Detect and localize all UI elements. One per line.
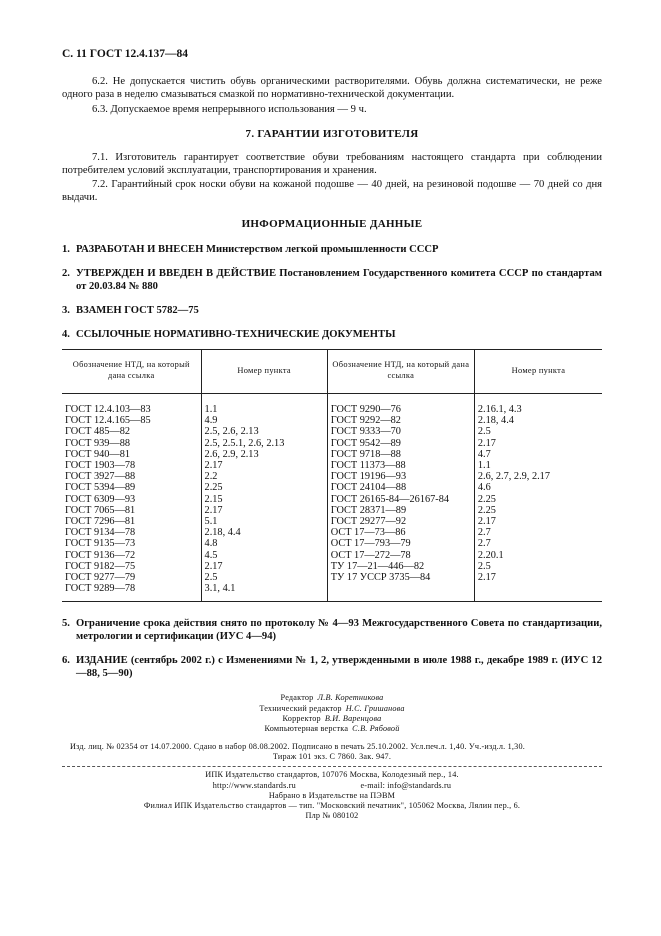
table-header-row <box>62 350 602 394</box>
staff-role: Корректор <box>282 714 321 724</box>
section-7-title: 7. ГАРАНТИИ ИЗГОТОВИТЕЛЯ <box>245 128 419 140</box>
table-cell-clause: 4.7 <box>477 448 491 460</box>
table-cell-clause: 2.25 <box>477 493 496 505</box>
table-cell-ntd: ГОСТ 12.4.165—85 <box>65 415 151 427</box>
staff-name: Н.С. Гришанова <box>345 703 405 713</box>
col-header-ntd-right: Обозначение НТД, на который дана ссылка <box>327 350 474 394</box>
document-page <box>62 48 602 822</box>
table-cell-ntd: ГОСТ 7065—81 <box>65 504 136 516</box>
staff-row <box>62 714 602 724</box>
right-clause-column <box>474 394 602 602</box>
table-cell-ntd: ГОСТ 9182—75 <box>65 560 136 572</box>
table-cell-clause: 2.17 <box>477 572 496 584</box>
table-cell-ntd: ОСТ 17—73—86 <box>330 527 406 539</box>
table-cell-ntd: ГОСТ 9718—88 <box>330 448 401 460</box>
table-cell-clause: 2.2 <box>204 471 218 483</box>
references-table <box>62 349 602 602</box>
table-cell-ntd: ГОСТ 9136—72 <box>65 549 136 561</box>
table-cell-ntd: ГОСТ 9290—76 <box>330 404 401 415</box>
table-cell-clause: 2.17 <box>204 504 223 516</box>
table-cell-ntd: ГОСТ 26165-84—26167-84 <box>330 493 449 505</box>
staff-list <box>62 693 602 734</box>
table-cell-ntd: ГОСТ 9289—78 <box>65 583 136 595</box>
table-cell-clause: 4.5 <box>204 549 218 561</box>
table-cell-ntd: ГОСТ 9333—70 <box>330 426 401 438</box>
page-header: С. 11 ГОСТ 12.4.137—84 <box>62 48 189 60</box>
table-cell-clause: 2.16.1, 4.3 <box>477 404 522 415</box>
table-cell-clause: 2.7 <box>477 538 491 550</box>
table-cell-clause: 1.1 <box>477 460 491 472</box>
table-cell-clause: 2.15 <box>204 493 223 505</box>
table-cell-ntd: ТУ 17 УССР 3735—84 <box>330 572 431 584</box>
staff-row <box>62 693 602 703</box>
staff-name: В.И. Варенцова <box>324 714 382 724</box>
info-item-3: 3. ВЗАМЕН ГОСТ 5782—75 <box>62 305 199 316</box>
table-cell-clause: 2.18, 4.4 <box>477 415 514 427</box>
table-cell-ntd: ГОСТ 29277—92 <box>330 516 407 528</box>
table-cell-clause: 2.25 <box>477 504 496 516</box>
staff-name: С.В. Рябовой <box>352 724 400 734</box>
table-cell-ntd: ГОСТ 940—81 <box>65 448 131 460</box>
table-cell-ntd: ОСТ 17—793—79 <box>330 538 411 550</box>
table-cell-clause: 4.9 <box>204 415 218 427</box>
table-cell-ntd: ГОСТ 5394—89 <box>65 482 136 494</box>
paragraph-7-1: 7.1. Изготовитель гарантирует соответствие обуви требованиям настоящего стандарта при соблюдении потребителем условий эксплуатации, транспортирования и хранения. <box>62 152 602 176</box>
typeset-line: Набрано в Издательстве на ПЭВМ <box>268 790 396 800</box>
table-cell-ntd: ГОСТ 9542—89 <box>330 437 401 449</box>
col-header-clause-left: Номер пункта <box>201 350 327 394</box>
table-cell-ntd: ГОСТ 1903—78 <box>65 460 136 472</box>
col-header-clause-right: Номер пункта <box>474 350 602 394</box>
left-clause-column <box>201 394 327 602</box>
print-line-1: Изд. лиц. № 02354 от 14.07.2000. Сдано в набор 08.08.2002. Подписано в печать 25.10.2002. Усл.печ.л. 1,40. Уч.-изд.л. 1,30. <box>70 741 525 751</box>
col-header-ntd-left: Обозначение НТД, на который дана ссылка <box>62 350 201 394</box>
staff-role: Технический редактор <box>259 703 342 713</box>
imprint <box>62 693 602 821</box>
table-cell-clause: 2.7 <box>477 527 491 539</box>
table-cell-ntd: ГОСТ 28371—89 <box>330 504 407 516</box>
staff-role: Компьютерная верстка <box>264 724 349 734</box>
website-link[interactable]: http://www.standards.ru <box>212 780 296 790</box>
staff-name: Л.В. Коретникова <box>317 693 384 703</box>
paragraph-7-2: 7.2. Гарантийный срок носки обуви на кожаной подошве — 40 дней, на резиновой подошве — 70 дней со дня выдачи. <box>62 179 602 203</box>
table-cell-clause: 2.17 <box>204 460 223 472</box>
table-cell-clause: 2.6, 2.9, 2.13 <box>204 448 259 460</box>
table-cell-clause: 2.5, 2.5.1, 2.6, 2.13 <box>204 437 285 449</box>
table-cell-ntd: ГОСТ 19196—93 <box>330 471 407 483</box>
info-title: ИНФОРМАЦИОННЫЕ ДАННЫЕ <box>241 218 423 230</box>
info-item-5: 5. Ограничение срока действия снято по протоколу № 4—93 Межгосударственного Совета по стандартизации, метрологии и сертификации (ИУС 4—94) <box>62 618 602 643</box>
table-cell-clause: 2.17 <box>204 560 223 572</box>
table-cell-clause: 3.1, 4.1 <box>204 583 236 595</box>
table-cell-clause: 2.6, 2.7, 2.9, 2.17 <box>477 471 550 483</box>
staff-row <box>62 724 602 734</box>
table-cell-clause: 2.5 <box>477 560 491 572</box>
table-cell-clause: 5.1 <box>204 516 218 528</box>
print-line-2: Тираж 101 экз. С 7860. Зак. 947. <box>272 751 392 761</box>
table-cell-ntd: ГОСТ 9277—79 <box>65 572 136 584</box>
divider <box>62 766 602 767</box>
table-cell-clause: 2.20.1 <box>477 549 504 561</box>
table-cell-ntd: ГОСТ 11373—88 <box>330 460 406 472</box>
email-link[interactable]: e-mail: info@standards.ru <box>360 780 452 790</box>
table-cell-clause: 2.5 <box>477 426 491 438</box>
table-cell-ntd: ГОСТ 7296—81 <box>65 516 136 528</box>
table-cell-ntd: ГОСТ 24104—88 <box>330 482 407 494</box>
table-cell-clause: 2.18, 4.4 <box>204 527 241 539</box>
table-cell-ntd: ГОСТ 9134—78 <box>65 527 136 539</box>
table-body-row <box>62 394 602 602</box>
table-cell-ntd: ГОСТ 9135—73 <box>65 538 136 550</box>
contacts-line <box>62 781 602 791</box>
table-cell-clause: 2.17 <box>477 516 496 528</box>
table-cell-ntd: ОСТ 17—272—78 <box>330 549 411 561</box>
info-item-2: 2. УТВЕРЖДЕН И ВВЕДЕН В ДЕЙСТВИЕ Постановлением Государственного комитета СССР по стандартам от 20.03.84 № 880 <box>62 268 602 292</box>
table-cell-ntd: ГОСТ 9292—82 <box>330 415 401 427</box>
publisher-line: ИПК Издательство стандартов, 107076 Москва, Колодезный пер., 14. <box>205 770 459 780</box>
table-cell-clause: 2.25 <box>204 482 223 494</box>
table-cell-clause: 4.8 <box>204 538 218 550</box>
table-cell-ntd: ТУ 17—21—446—82 <box>330 560 425 572</box>
right-doc-column <box>327 394 474 602</box>
table-cell-ntd: ГОСТ 3927—88 <box>65 471 136 483</box>
table-cell-clause: 1.1 <box>204 404 218 415</box>
table-cell-clause: 2.5 <box>204 572 218 584</box>
staff-role: Редактор <box>280 693 314 703</box>
table-cell-clause: 4.6 <box>477 482 491 494</box>
left-doc-column <box>62 394 201 602</box>
table-cell-clause: 2.5, 2.6, 2.13 <box>204 426 259 438</box>
plr-line: Плр № 080102 <box>305 811 359 821</box>
info-item-4: 4. ССЫЛОЧНЫЕ НОРМАТИВНО-ТЕХНИЧЕСКИЕ ДОКУМЕНТЫ <box>62 329 396 340</box>
table-cell-clause: 2.17 <box>477 437 496 449</box>
paragraph-6-3: 6.3. Допускаемое время непрерывного использования — 9 ч. <box>92 104 367 115</box>
table-cell-ntd: ГОСТ 6309—93 <box>65 493 136 505</box>
paragraph-6-2: 6.2. Не допускается чистить обувь органическими растворителями. Обувь должна систематически, не реже одного раза в неделю смазываться смазкой по нормативно-технической документации. <box>62 76 602 100</box>
table-cell-ntd: ГОСТ 939—88 <box>65 437 131 449</box>
staff-row <box>62 704 602 714</box>
info-item-6: 6. ИЗДАНИЕ (сентябрь 2002 г.) с Изменениями № 1, 2, утвержденными в июле 1988 г., декабре 1989 г. (ИУС 12—88, 5—90) <box>62 655 602 680</box>
branch-line: Филиал ИПК Издательство стандартов — тип. "Московский печатник", 105062 Москва, Лялин пер., 6. <box>143 801 521 811</box>
info-item-1: 1. РАЗРАБОТАН И ВНЕСЕН Министерством легкой промышленности СССР <box>62 244 439 255</box>
table-cell-ntd: ГОСТ 12.4.103—83 <box>65 404 151 415</box>
table-cell-ntd: ГОСТ 485—82 <box>65 426 131 438</box>
